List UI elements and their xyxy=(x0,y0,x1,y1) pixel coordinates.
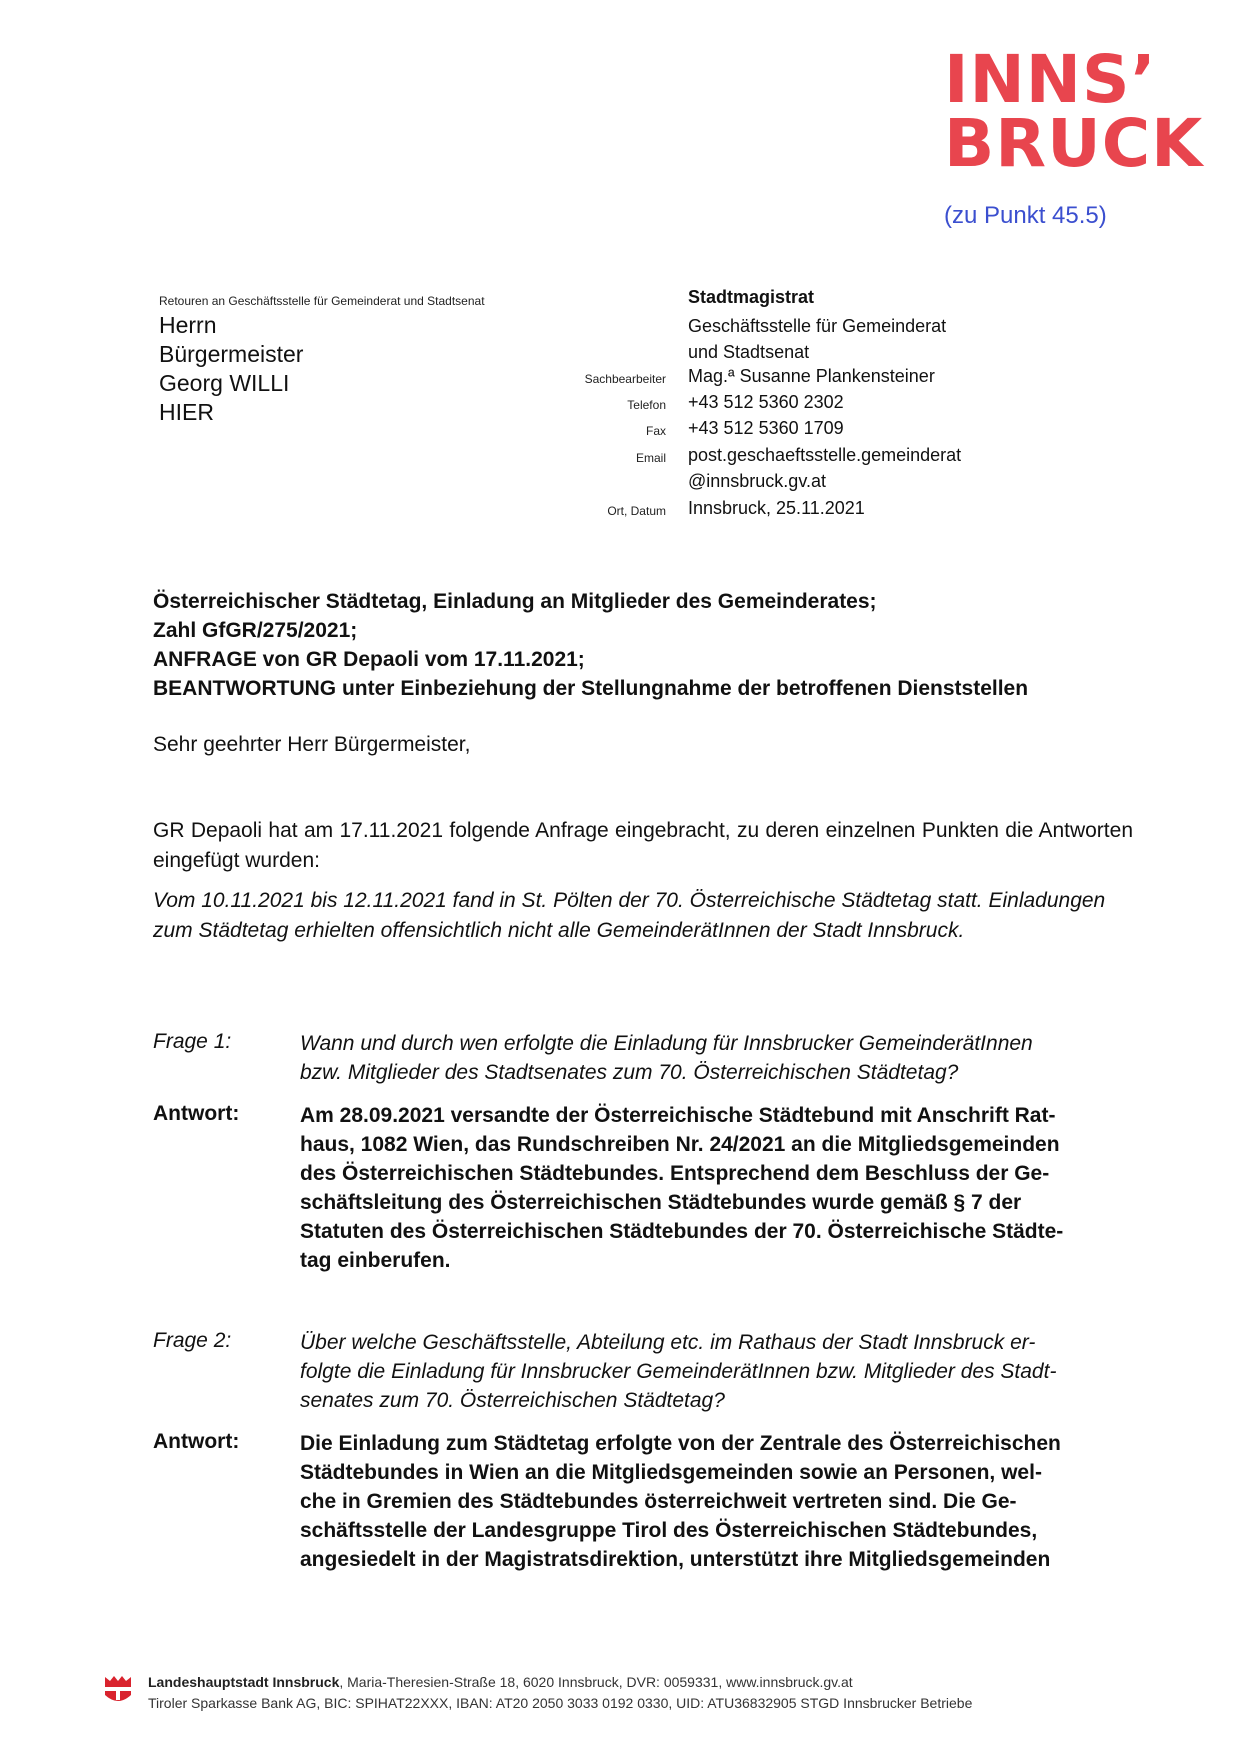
question-label: Frage 1: xyxy=(153,1030,232,1053)
answer-line: tag einberufen. xyxy=(300,1249,451,1272)
subject-line: ANFRAGE von GR Depaoli vom 17.11.2021; xyxy=(153,648,585,671)
answer-line: Städtebundes in Wien an die Mitgliedsgemeinden sowie an Personen, wel- xyxy=(300,1461,1042,1484)
footer-line-2: Tiroler Sparkasse Bank AG, BIC: SPIHAT22XXX, IBAN: AT20 2050 3033 0192 0330, UID: ATU36832905 STGD Innsbrucker Betriebe xyxy=(148,1695,973,1711)
inquiry-quote: Vom 10.11.2021 bis 12.11.2021 fand in St. Pölten der 70. Österreichische Städtetag statt. Einladungen zum Städtetag erhielten offensichtlich nicht alle GemeinderätInnen der Stadt Innsbruck. xyxy=(153,889,1106,942)
sender-department xyxy=(688,313,946,365)
subject-line: Österreichischer Städtetag, Einladung an Mitglieder des Gemeinderates; xyxy=(153,590,877,613)
answer-text xyxy=(300,1429,1135,1574)
subject-block xyxy=(153,587,1028,703)
info-row-email-cont xyxy=(0,471,1241,497)
department-line: Geschäftsstelle für Gemeinderat xyxy=(688,316,947,336)
info-row-fax xyxy=(0,418,1241,444)
info-row-clerk xyxy=(0,366,1241,392)
question-text xyxy=(300,1029,1130,1087)
city-crest-icon xyxy=(103,1673,133,1707)
info-value: post.geschaeftsstelle.gemeinderat xyxy=(688,445,962,465)
info-row-date xyxy=(0,498,1241,524)
question-text xyxy=(300,1328,1130,1415)
info-label: Email xyxy=(635,451,666,465)
innsbruck-logo xyxy=(944,41,1204,182)
agenda-reference: (zu Punkt 45.5) xyxy=(944,202,1107,229)
footer-line-1 xyxy=(148,1672,972,1693)
info-value: +43 512 5360 1709 xyxy=(688,418,844,438)
info-row-email xyxy=(0,445,1241,471)
recipient-line: HIER xyxy=(159,399,214,425)
info-row-phone xyxy=(0,392,1241,418)
answer-text xyxy=(300,1101,1135,1275)
answer-line: haus, 1082 Wien, das Rundschreiben Nr. 24/2021 an die Mitgliedsgemeinden xyxy=(300,1133,1060,1156)
question-line: Über welche Geschäftsstelle, Abteilung etc. im Rathaus der Stadt Innsbruck er- xyxy=(300,1331,1036,1354)
answer-line: angesiedelt in der Magistratsdirektion, unterstützt ihre Mitgliedsgemeinden xyxy=(300,1548,1051,1571)
recipient-line: Georg WILLI xyxy=(159,370,290,396)
recipient-line: Bürgermeister xyxy=(159,341,304,367)
info-label: Sachbearbeiter xyxy=(584,372,666,386)
subject-line: BEANTWORTUNG unter Einbeziehung der Stellungnahme der betroffenen Dienststellen xyxy=(153,677,1029,700)
question-line: senates zum 70. Österreichischen Städtetag? xyxy=(300,1389,725,1412)
answer-line: des Österreichischen Städtebundes. Entsprechend dem Beschluss der Ge- xyxy=(300,1162,1050,1185)
intro-paragraph: GR Depaoli hat am 17.11.2021 folgende Anfrage eingebracht, zu deren einzelnen Punkten die Antworten eingefügt wurden: xyxy=(153,819,1133,872)
info-value: Innsbruck, 25.11.2021 xyxy=(688,498,865,518)
info-label: Ort, Datum xyxy=(607,504,666,518)
footer-org-name: Landeshauptstadt Innsbruck xyxy=(148,1674,340,1690)
question-line: folgte die Einladung für Innsbrucker GemeinderätInnen bzw. Mitglieder des Stadt- xyxy=(300,1360,1057,1383)
answer-line: Die Einladung zum Städtetag erfolgte von der Zentrale des Österreichischen xyxy=(300,1432,1061,1455)
return-note: Retouren an Geschäftsstelle für Gemeinderat und Stadtsenat xyxy=(159,294,485,308)
logo-line-1: INNS’ xyxy=(944,41,1157,118)
question-line: Wann und durch wen erfolgte die Einladung für Innsbrucker GemeinderätInnen xyxy=(300,1032,1033,1055)
question-label: Frage 2: xyxy=(153,1329,232,1352)
info-value: Mag.ª Susanne Plankensteiner xyxy=(688,366,935,386)
answer-line: Statuten des Österreichischen Städtebundes der 70. Österreichische Städte- xyxy=(300,1220,1064,1243)
salutation: Sehr geehrter Herr Bürgermeister, xyxy=(153,733,471,756)
answer-label: Antwort: xyxy=(153,1102,240,1125)
info-value: @innsbruck.gv.at xyxy=(688,471,826,491)
answer-line: che in Gremien des Städtebundes österreichweit vertreten sind. Die Ge- xyxy=(300,1490,1017,1513)
answer-label: Antwort: xyxy=(153,1430,240,1453)
sender-title: Stadtmagistrat xyxy=(688,287,815,307)
recipient-line: Herrn xyxy=(159,312,217,338)
question-line: bzw. Mitglieder des Stadtsenates zum 70. Österreichischen Städtetag? xyxy=(300,1061,959,1084)
department-line: und Stadtsenat xyxy=(688,342,810,362)
footer xyxy=(148,1672,972,1714)
answer-line: schäftsleitung des Österreichischen Städtebundes wurde gemäß § 7 der xyxy=(300,1191,1022,1214)
info-label: Fax xyxy=(645,424,666,438)
info-label: Telefon xyxy=(627,398,666,412)
logo-line-2: BRUCK xyxy=(944,105,1204,182)
footer-address: , Maria-Theresien-Straße 18, 6020 Innsbruck, DVR: 0059331, www.innsbruck.gv.at xyxy=(339,1674,853,1690)
subject-line: Zahl GfGR/275/2021; xyxy=(153,619,358,642)
info-value: +43 512 5360 2302 xyxy=(688,392,844,412)
answer-line: schäftsstelle der Landesgruppe Tirol des Österreichischen Städtebundes, xyxy=(300,1519,1038,1542)
answer-line: Am 28.09.2021 versandte der Österreichische Städtebund mit Anschrift Rat- xyxy=(300,1104,1056,1127)
